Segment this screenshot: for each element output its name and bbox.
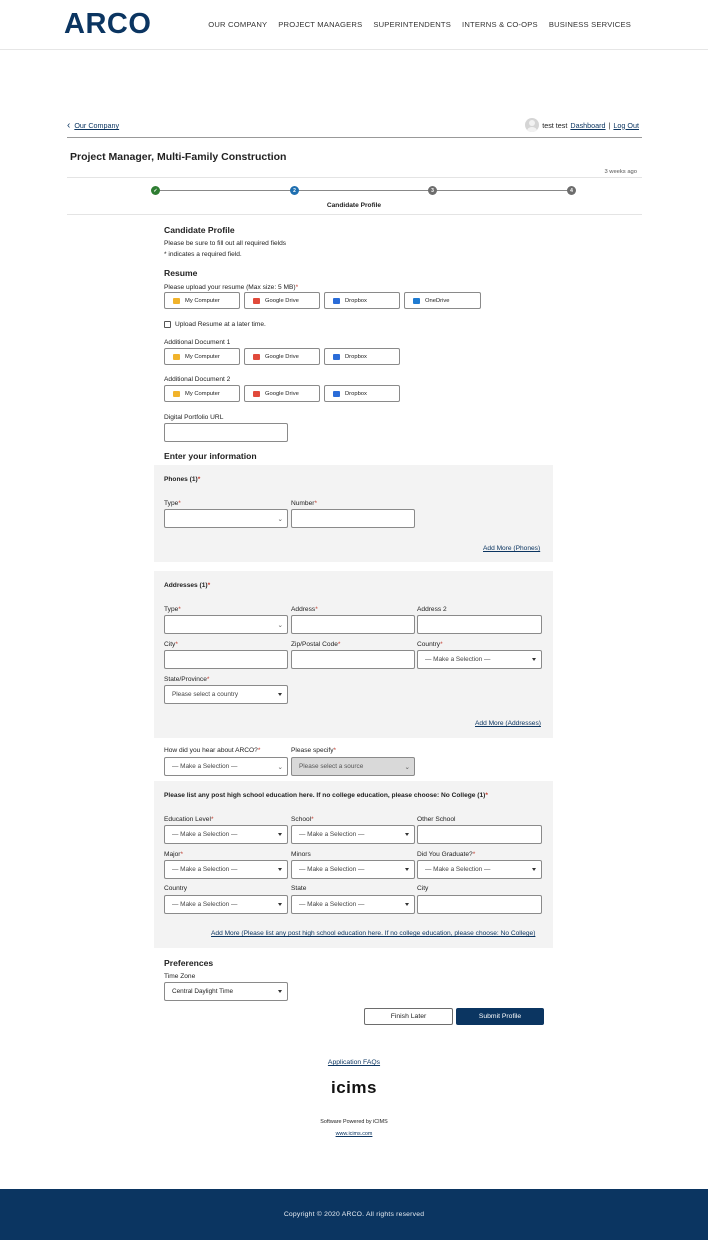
google-drive-icon [253, 298, 260, 304]
back-link[interactable] [67, 121, 119, 130]
edu-state-label: State [291, 885, 307, 892]
nav-project-managers[interactable]: PROJECT MANAGERS [278, 20, 363, 29]
caret-down-icon [278, 693, 282, 696]
minors-select[interactable]: — Make a Selection — [291, 860, 415, 879]
site-footer [0, 1189, 708, 1240]
major-select[interactable]: — Make a Selection — [164, 860, 288, 879]
address-type-label: Type* [164, 606, 181, 613]
graduate-label: Did You Graduate?* [417, 851, 476, 858]
section-title-info: Enter your information [164, 451, 257, 461]
caret-down-icon [405, 833, 409, 836]
zip-input[interactable] [291, 650, 415, 669]
add-more-addresses-link[interactable]: Add More (Addresses) [475, 720, 541, 727]
required-note: Please be sure to fill out all required fields [164, 240, 287, 247]
phone-type-select[interactable] [164, 509, 288, 528]
section-title-candidate-profile: Candidate Profile [164, 225, 235, 235]
resume-onedrive-button[interactable]: OneDrive [404, 292, 481, 309]
phone-type-label: Type* [164, 500, 181, 507]
school-select[interactable]: — Make a Selection — [291, 825, 415, 844]
job-title: Project Manager, Multi-Family Construction [70, 151, 287, 163]
school-label: School* [291, 816, 314, 823]
education-title: Please list any post high school education here. If no college education, please choose: No College (1)* [164, 792, 488, 799]
caret-down-icon [278, 868, 282, 871]
upload-later-checkbox[interactable] [164, 321, 171, 328]
city-input[interactable] [164, 650, 288, 669]
folder-icon [173, 298, 180, 304]
resume-upload-label: Please upload your resume (Max size: 5 MB)* [164, 284, 299, 291]
edu-country-select[interactable]: — Make a Selection — [164, 895, 288, 914]
additional-doc-2-label: Additional Document 2 [164, 376, 231, 383]
caret-down-icon [278, 903, 282, 906]
main-nav [208, 20, 631, 29]
chevron-down-icon: ⌄ [277, 764, 283, 771]
divider [67, 177, 642, 178]
dropbox-icon [333, 391, 340, 397]
step-4-icon: 4 [567, 186, 576, 195]
chevron-down-icon: ⌄ [277, 622, 283, 629]
doc1-google-drive-button[interactable]: Google Drive [244, 348, 320, 365]
google-drive-icon [253, 391, 260, 397]
hear-about-label: How did you hear about ARCO?* [164, 747, 261, 754]
user-box [525, 118, 639, 132]
back-link-label: Our Company [74, 121, 120, 130]
folder-icon [173, 391, 180, 397]
nav-business-services[interactable]: BUSINESS SERVICES [548, 20, 631, 29]
dashboard-link[interactable]: Dashboard [570, 120, 606, 130]
minors-label: Minors [291, 851, 311, 858]
chevron-down-icon: ⌄ [277, 516, 283, 523]
addresses-title: Addresses (1)* [164, 582, 211, 589]
icims-url-link[interactable]: www.icims.com [335, 1131, 373, 1137]
nav-our-company[interactable]: OUR COMPANY [208, 20, 268, 29]
address-type-select[interactable] [164, 615, 288, 634]
edu-city-label: City [417, 885, 429, 892]
country-select[interactable]: — Make a Selection — [417, 650, 542, 669]
separator: | [608, 120, 611, 130]
address2-label: Address 2 [417, 606, 447, 613]
caret-down-icon [278, 833, 282, 836]
arco-logo[interactable]: ARCO [64, 8, 152, 40]
caret-down-icon [278, 990, 282, 993]
other-school-input[interactable] [417, 825, 542, 844]
edu-country-label: Country [164, 885, 188, 892]
avatar-icon [525, 118, 539, 132]
required-legend: * indicates a required field. [164, 251, 242, 258]
dropbox-icon [333, 298, 340, 304]
major-label: Major* [164, 851, 184, 858]
finish-later-button[interactable]: Finish Later [364, 1008, 453, 1025]
site-header [0, 0, 708, 50]
other-school-label: Other School [417, 816, 456, 823]
onedrive-icon [413, 298, 420, 304]
dropbox-icon [333, 354, 340, 360]
nav-superintendents[interactable]: SUPERINTENDENTS [373, 20, 452, 29]
phone-number-label: Number* [291, 500, 318, 507]
phones-title: Phones (1)* [164, 476, 201, 483]
doc1-dropbox-button[interactable]: Dropbox [324, 348, 400, 365]
address-label: Address* [291, 606, 318, 613]
google-drive-icon [253, 354, 260, 360]
step-2-icon: 2 [290, 186, 299, 195]
faq-link[interactable]: Application FAQs [327, 1059, 381, 1066]
icims-logo: icims [331, 1078, 377, 1097]
icims-url-wrap [0, 1131, 708, 1137]
divider [67, 214, 642, 215]
section-title-preferences: Preferences [164, 958, 214, 968]
address2-input[interactable] [417, 615, 542, 634]
step-3-icon: 3 [428, 186, 437, 195]
doc1-my-computer-button[interactable]: My Computer [164, 348, 240, 365]
state-province-label: State/Province* [164, 676, 210, 683]
city-label: City* [164, 641, 178, 648]
resume-dropbox-button[interactable]: Dropbox [324, 292, 400, 309]
submit-profile-button[interactable]: Submit Profile [456, 1008, 544, 1025]
country-label: Country* [417, 641, 443, 648]
upload-later-label: Upload Resume at a later time. [175, 321, 266, 328]
time-zone-select[interactable]: Central Daylight Time [164, 982, 288, 1001]
posted-date: 3 weeks ago [604, 169, 637, 175]
logout-link[interactable]: Log Out [613, 120, 639, 130]
doc2-dropbox-button[interactable]: Dropbox [324, 385, 400, 402]
education-level-label: Education Level* [164, 816, 214, 823]
chevron-left-icon: ‹ [67, 120, 71, 131]
specify-label: Please specify* [291, 747, 337, 754]
application-faqs-link [0, 1059, 708, 1066]
add-more-education-link[interactable]: Add More (Please list any post high school education here. If no college education, please choose: No College) [211, 930, 536, 937]
caret-down-icon [532, 658, 536, 661]
current-step-label: Candidate Profile [326, 202, 382, 209]
caret-down-icon [405, 903, 409, 906]
doc2-google-drive-button[interactable]: Google Drive [244, 385, 320, 402]
nav-interns-coops[interactable]: INTERNS & CO-OPS [462, 20, 538, 29]
zip-label: Zip/Postal Code* [291, 641, 341, 648]
copyright-text: Copyright © 2020 ARCO. All rights reserved [283, 1211, 425, 1218]
specify-select[interactable]: Please select a source ⌄ [291, 757, 415, 776]
state-province-select[interactable]: Please select a country [164, 685, 288, 704]
graduate-select[interactable]: — Make a Selection — [417, 860, 542, 879]
caret-down-icon [532, 868, 536, 871]
step-1-icon: ✓ [151, 186, 160, 195]
phone-number-input[interactable] [291, 509, 415, 528]
time-zone-label: Time Zone [164, 973, 196, 980]
caret-down-icon [405, 868, 409, 871]
chevron-down-icon: ⌄ [404, 764, 410, 771]
progress-line [156, 190, 572, 191]
edu-city-input[interactable] [417, 895, 542, 914]
portfolio-label: Digital Portfolio URL [164, 414, 224, 421]
section-title-resume: Resume [164, 268, 198, 278]
powered-by-text: Software Powered by iCIMS [320, 1119, 388, 1125]
edu-state-select[interactable]: — Make a Selection — [291, 895, 415, 914]
address-input[interactable] [291, 615, 415, 634]
doc2-my-computer-button[interactable]: My Computer [164, 385, 240, 402]
resume-my-computer-button[interactable]: My Computer [164, 292, 240, 309]
resume-google-drive-button[interactable]: Google Drive [244, 292, 320, 309]
user-name: test test [542, 120, 568, 130]
folder-icon [173, 354, 180, 360]
add-more-phones-link[interactable]: Add More (Phones) [483, 545, 541, 552]
hear-about-select[interactable]: — Make a Selection — ⌄ [164, 757, 288, 776]
education-level-select[interactable]: — Make a Selection — [164, 825, 288, 844]
divider [67, 137, 642, 138]
additional-doc-1-label: Additional Document 1 [164, 339, 231, 346]
portfolio-url-input[interactable] [164, 423, 288, 442]
